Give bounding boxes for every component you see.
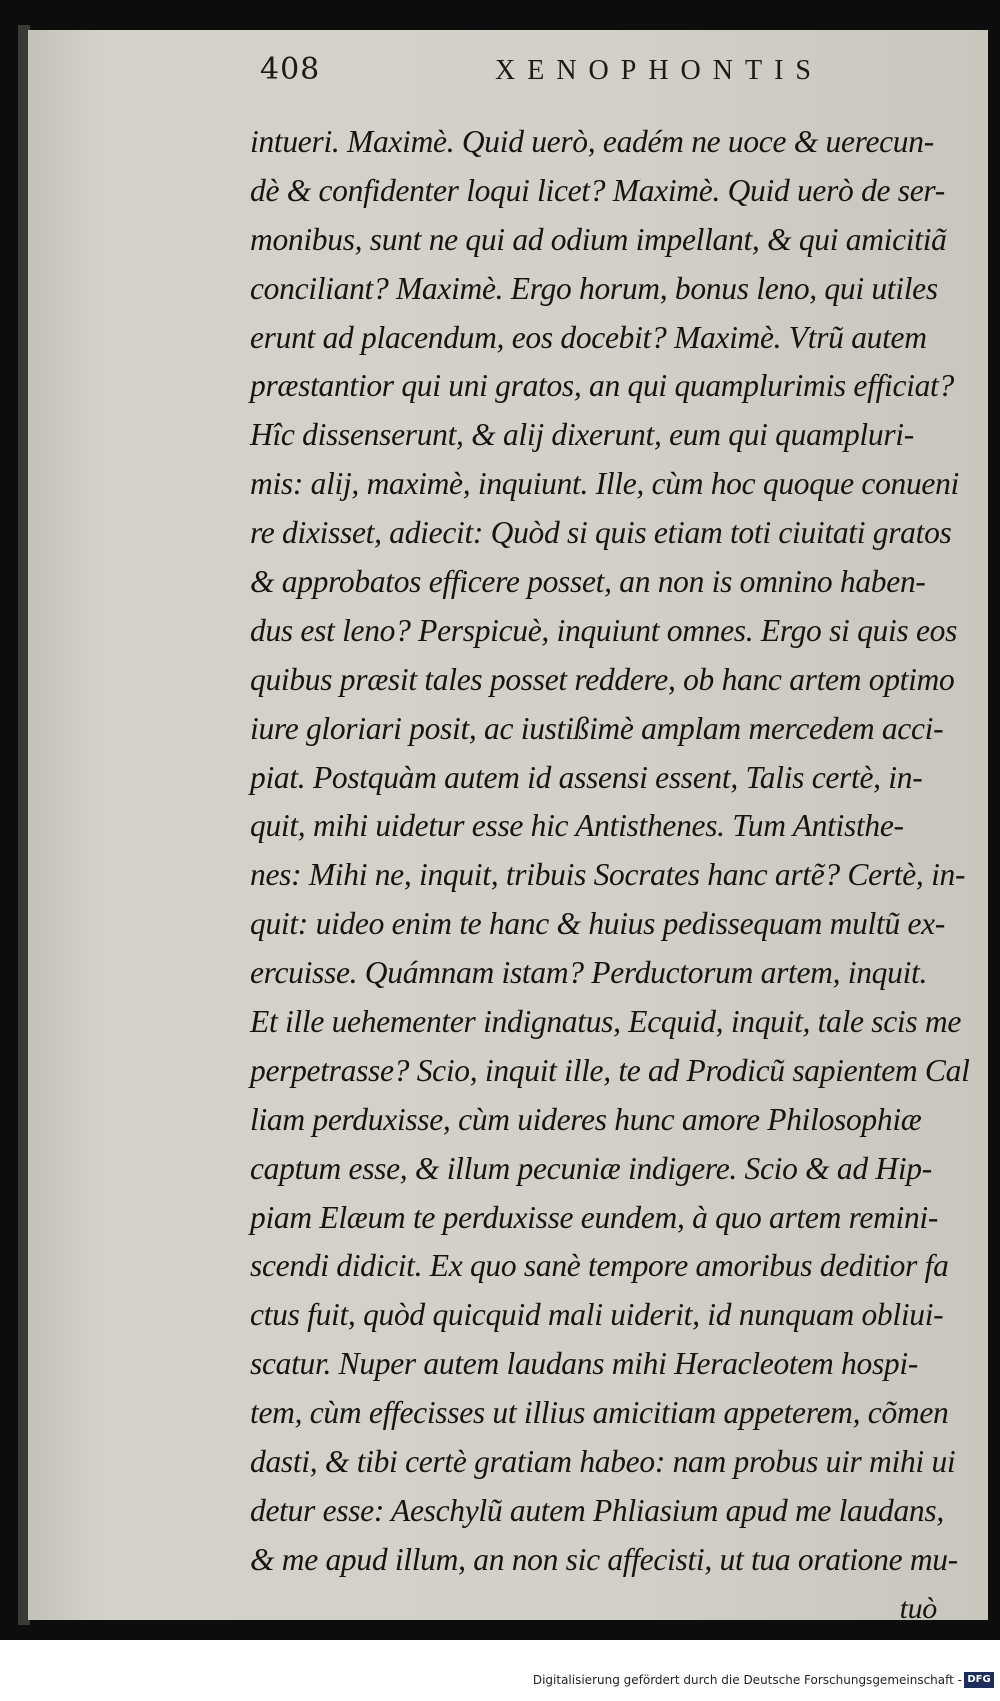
funding-credit: Digitalisierung gefördert durch die Deutsche Forschungsgemeinschaft - [532,1673,962,1687]
text-line: Hîc dissenserunt, & alij dixerunt, eum qui quampluri- [250,417,914,453]
dfg-logo-icon: DFG [964,1672,994,1688]
text-line: scatur. Nuper autem laudans mihi Heracleotem hospi- [250,1346,919,1382]
text-line: dasti, & tibi certè gratiam habeo: nam probus uir mihi ui [250,1444,956,1480]
text-line: dus est leno? Perspicuè, inquiunt omnes. Ergo si quis eos [250,612,958,648]
text-line: ctus fuit, quòd quicquid mali uiderit, id nunquam obliui- [250,1297,944,1333]
text-line: scendi didicit. Ex quo sanè tempore amoribus deditior fa [250,1248,949,1284]
text-line: detur esse: Aeschylũ autem Phliasium apud me laudans, [250,1492,944,1528]
text-line: intueri. Maximè. Quid uerò, eadém ne uoce & uerecun- [250,124,934,159]
text-line: captum esse, & illum pecuniæ indigere. Scio & ad Hip- [250,1150,932,1186]
catchword: tuò [899,1591,937,1625]
text-block [250,118,970,1634]
digitization-footer [0,1650,1000,1701]
text-line: quit, mihi uidetur esse hic Antisthenes. Tum Antisthe- [250,808,904,844]
text-line: mis: alij, maximè, inquiunt. Ille, cùm hoc quoque conueni [250,466,960,502]
page-header [260,52,960,96]
text-line: conciliant? Maximè. Ergo horum, bonus leno, qui utiles [250,270,938,306]
text-line: re dixisset, adiecit: Quòd si quis etiam toti ciuitati gratos [250,515,952,551]
text-line: liam perduxisse, cùm uideres hunc amore Philosophiæ [250,1101,922,1137]
text-line: quit: uideo enim te hanc & huius pedissequam multũ ex- [250,906,946,942]
text-line: perpetrasse? Scio, inquit ille, te ad Prodicũ sapientem Cal [250,1052,970,1088]
text-line: Et ille uehementer indignatus, Ecquid, inquit, tale scis me [250,1004,962,1040]
text-line: quibus præsit tales posset reddere, ob hanc artem optimo [250,661,955,697]
text-line: ercuisse. Quámnam istam? Perductorum artem, inquit. [250,955,928,991]
text-line: monibus, sunt ne qui ad odium impellant, & qui amicitiã [250,221,947,257]
page-number: 408 [260,52,321,87]
text-line: tem, cùm effecisses ut illius amicitiam appeterem, cõmen [250,1395,949,1431]
text-line: iure gloriari posit, ac iustißimè amplam mercedem acci- [250,710,944,746]
text-line: piat. Postquàm autem id assensi essent, Talis certè, in- [250,759,923,795]
text-line: & approbatos efficere posset, an non is omnino haben- [250,564,926,600]
text-line: dè & confidenter loqui licet? Maximè. Quid uerò de ser- [250,172,945,208]
text-line: & me apud illum, an non sic affecisti, ut tua oratione mu- [250,1541,958,1577]
running-head: XENOPHONTIS [495,55,823,86]
text-line: piam Elæum te perduxisse eundem, à quo artem remini- [250,1199,939,1235]
text-line: erunt ad placendum, eos docebit? Maximè. Vtrũ autem [250,319,927,355]
text-line: nes: Mihi ne, inquit, tribuis Socrates hanc artẽ? Certè, in- [250,857,966,893]
text-line: præstantior qui uni gratos, an qui quamplurimis efficiat? [250,368,954,404]
